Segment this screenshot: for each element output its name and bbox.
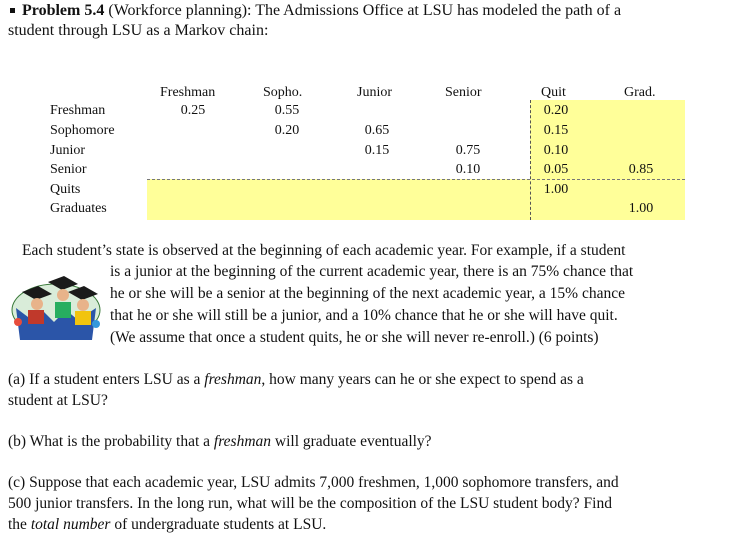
cell-value: 0.05 <box>543 162 569 177</box>
graduation-clipart-icon <box>8 262 104 346</box>
col-header-quit: Quit <box>541 85 566 100</box>
problem-intro: The Admissions Office at LSU has modeled the path of a <box>255 2 622 19</box>
row-label-sophomore: Sophomore <box>50 123 115 138</box>
question-a <box>8 369 584 390</box>
question-b <box>8 431 432 452</box>
cell-value: 0.15 <box>364 143 390 158</box>
bullet-icon <box>10 8 15 13</box>
question-c-line2: 500 junior transfers. In the long run, what will be the composition of the LSU student body? Find <box>8 495 612 512</box>
problem-number: Problem 5.4 <box>22 2 105 19</box>
description-line: is a junior at the beginning of the current academic year, there is an 75% chance that <box>110 263 634 280</box>
question-a-emphasis: freshman <box>204 371 262 388</box>
cell-value: 0.25 <box>180 103 206 118</box>
row-label-freshman: Freshman <box>50 103 106 118</box>
problem-intro-line2: student through LSU as a Markov chain: <box>8 22 269 39</box>
row-label-junior: Junior <box>50 143 85 158</box>
question-a-line2: student at LSU? <box>8 392 108 409</box>
problem-topic: (Workforce planning): <box>108 2 252 19</box>
question-b-text-end: will graduate eventually? <box>271 433 432 450</box>
cell-value: 0.10 <box>455 162 481 177</box>
col-header-grad: Grad. <box>624 85 656 100</box>
row-label-senior: Senior <box>50 162 87 177</box>
col-header-freshman: Freshman <box>160 85 216 100</box>
highlight-absorbing-rows <box>147 179 685 220</box>
cell-value: 0.10 <box>543 143 569 158</box>
row-label-quits: Quits <box>50 182 81 197</box>
description-line: (We assume that once a student quits, he or she will never re-enroll.) (6 points) <box>110 329 599 346</box>
question-b-text: (b) What is the probability that a <box>8 433 214 450</box>
col-header-junior: Junior <box>357 85 392 100</box>
question-c-line3 <box>8 514 326 535</box>
description-line: he or she will be a senior at the beginning of the next academic year, a 15% chance <box>110 285 625 302</box>
col-header-senior: Senior <box>445 85 482 100</box>
question-c-line1: (c) Suppose that each academic year, LSU admits 7,000 freshmen, 1,000 sophomore transfers, and <box>8 474 619 491</box>
row-separator <box>147 179 685 180</box>
problem-heading <box>8 2 621 20</box>
question-c-emphasis: total number <box>30 516 111 533</box>
col-header-sophomore: Sopho. <box>263 85 303 100</box>
cell-value: 0.55 <box>274 103 300 118</box>
cell-value: 0.20 <box>543 103 569 118</box>
question-c-text: the <box>8 516 31 533</box>
description-line: Each student’s state is observed at the beginning of each academic year. For example, if a student <box>22 242 626 259</box>
description-line: that he or she will still be a junior, and a 10% chance that he or she will have quit. <box>110 307 618 324</box>
cell-value: 0.75 <box>455 143 481 158</box>
cell-value: 0.20 <box>274 123 300 138</box>
question-b-emphasis: freshman <box>213 433 272 450</box>
cell-value: 1.00 <box>628 201 654 216</box>
question-a-text: (a) If a student enters LSU as a <box>8 371 205 388</box>
cell-value: 1.00 <box>543 182 569 197</box>
cell-value: 0.65 <box>364 123 390 138</box>
cell-value: 0.85 <box>628 162 654 177</box>
row-label-graduates: Graduates <box>50 201 107 216</box>
question-c-text-end: of undergraduate students at LSU. <box>110 516 327 533</box>
question-a-text-end: , how many years can he or she expect to spend as a <box>261 371 584 388</box>
cell-value: 0.15 <box>543 123 569 138</box>
